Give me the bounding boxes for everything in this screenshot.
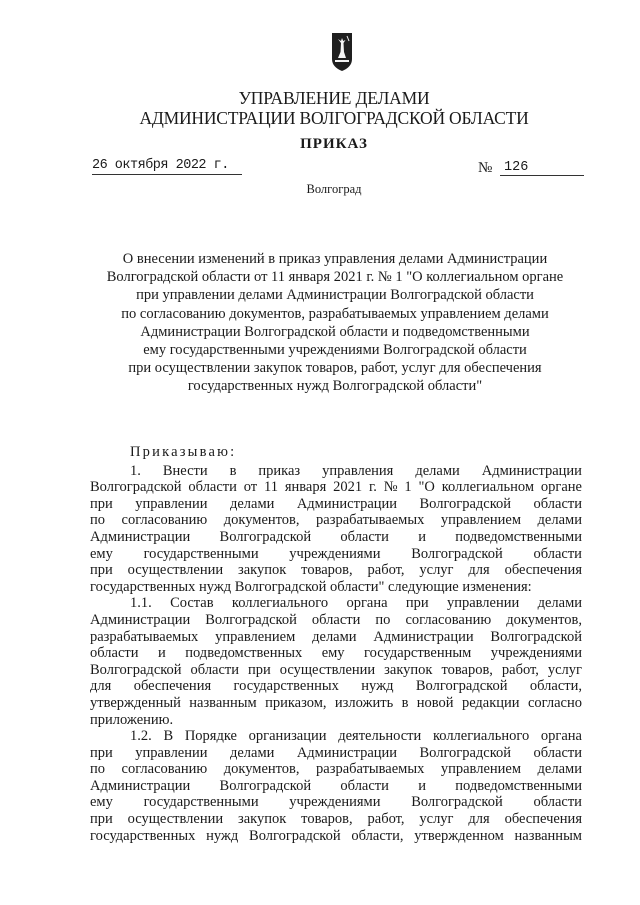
body-word: органа <box>346 595 388 612</box>
body-word: органе <box>540 479 582 496</box>
body-word: Администрации <box>373 628 474 645</box>
body-word: услуг <box>419 562 454 579</box>
body-word: утвержденном <box>414 827 504 844</box>
document-type-title: ПРИКАЗ <box>300 136 368 152</box>
body-word: подведомственными <box>455 528 582 545</box>
body-line <box>90 794 582 811</box>
body-word: управлением <box>215 628 296 645</box>
body-word: согласованию <box>405 611 492 628</box>
body-word: в <box>229 462 237 479</box>
body-word: Порядке <box>184 728 237 745</box>
body-word: работ, <box>367 562 405 579</box>
body-word: делами <box>229 744 275 761</box>
body-word: 1. <box>130 462 141 479</box>
body-line <box>90 811 582 828</box>
body-word: делами <box>537 595 582 612</box>
body-word: № <box>383 479 398 496</box>
body-word: услуг <box>547 661 582 678</box>
body-word: нужд <box>206 827 239 844</box>
body-word: управления <box>322 462 394 479</box>
body-word: по <box>90 761 106 778</box>
body-line <box>90 678 582 695</box>
body-word: Волгоградской <box>90 661 182 678</box>
body-word: государственных <box>90 827 196 844</box>
body-line <box>90 512 582 529</box>
body-word: коллегиального <box>231 595 329 612</box>
body-word: для <box>468 811 490 828</box>
body-word: подведомственными <box>455 777 582 794</box>
body-word: области <box>340 777 389 794</box>
body-word: обеспечения <box>504 562 582 579</box>
body-word: области <box>340 528 389 545</box>
body-word: и <box>418 777 426 794</box>
body-word: 11 <box>264 479 278 496</box>
body-line <box>90 562 582 579</box>
body-word: коллегиального <box>432 728 530 745</box>
body-word: Волгоградской <box>90 479 182 496</box>
body-word: управлении <box>135 495 208 512</box>
body-word: утвержденный <box>90 694 181 711</box>
body-word: Волгоградской <box>419 744 512 761</box>
body-line <box>90 695 582 712</box>
body-word: закупок <box>237 811 287 828</box>
document-number: 126 <box>500 160 584 176</box>
subject-line: при управлении делами Администрации Волгоградской области <box>136 287 534 304</box>
body-word: государственных <box>233 678 339 695</box>
body-word: Волгоградской <box>219 528 312 545</box>
body-word: января <box>284 479 327 496</box>
body-word: Администрации <box>481 462 582 479</box>
body-word: товаров, <box>441 661 493 678</box>
body-word: делами <box>415 462 460 479</box>
body-line <box>90 612 582 629</box>
body-word: редакции <box>461 694 520 711</box>
subject-line: при осуществлении закупок товаров, работ, услуг для обеспечения <box>128 360 542 377</box>
body-word: 1 <box>404 479 412 496</box>
body-word: деятельности <box>338 728 422 745</box>
body-word: В <box>163 728 174 745</box>
body-word: области <box>533 495 582 512</box>
body-word: работ, <box>367 811 405 828</box>
body-line <box>90 728 582 745</box>
body-word: делами <box>229 495 275 512</box>
body-word: от <box>243 479 258 496</box>
body-line <box>90 761 582 778</box>
body-word: учреждениями <box>289 794 381 811</box>
body-word: приказом, <box>265 694 327 711</box>
org-name-line1: УПРАВЛЕНИЕ ДЕЛАМИ <box>238 88 430 108</box>
body-word: разрабатываемых <box>90 628 199 645</box>
body-word: государственными <box>143 545 259 562</box>
body-word: осуществлении <box>127 811 224 828</box>
body-line <box>90 595 582 612</box>
document-body <box>90 444 582 844</box>
body-word: "О <box>418 479 435 496</box>
body-word: в <box>401 694 409 711</box>
body-word: приказ <box>258 462 301 479</box>
body-word: при <box>405 595 429 612</box>
body-word: учреждениями <box>289 545 381 562</box>
body-word: ему <box>321 645 345 662</box>
body-word: области <box>90 645 139 662</box>
body-word: 2021 <box>333 479 363 496</box>
body-line <box>90 529 582 546</box>
body-word: работ, <box>501 661 539 678</box>
body-word: при <box>90 495 113 512</box>
document-subject <box>90 250 580 396</box>
body-word: разрабатываемых <box>316 512 425 529</box>
body-word: Волгоградской <box>419 495 512 512</box>
subject-line: государственных нужд Волгоградской области" <box>187 378 483 395</box>
body-word: Волгоградской <box>490 628 582 645</box>
body-word: по <box>90 512 106 529</box>
document-city: Волгоград <box>306 182 362 196</box>
body-word: области, <box>351 827 404 844</box>
order-word: Приказываю: <box>130 444 237 460</box>
body-word: 1.1. <box>130 595 152 612</box>
body-word: Администрации <box>90 777 191 794</box>
body-word: услуг <box>419 811 454 828</box>
body-word: области, <box>529 678 582 695</box>
body-word: области <box>533 794 582 811</box>
volgograd-emblem-icon <box>331 32 353 72</box>
body-word: осуществлении <box>279 661 376 678</box>
body-word: при <box>90 811 113 828</box>
body-line <box>90 629 582 646</box>
org-name-line2: АДМИНИСТРАЦИИ ВОЛГОГРАДСКОЙ ОБЛАСТИ <box>139 108 529 128</box>
body-word: и <box>418 528 426 545</box>
body-word: Волгоградской <box>249 827 341 844</box>
body-line <box>90 778 582 795</box>
body-word: управлении <box>446 595 520 612</box>
body-word: для <box>468 562 490 579</box>
body-line <box>90 745 582 762</box>
body-word: закупок <box>384 661 433 678</box>
body-word: области <box>188 479 237 496</box>
body-word: Администрации <box>90 611 191 628</box>
body-line <box>90 662 582 679</box>
body-word: 1.2. <box>130 728 152 745</box>
body-word: Волгоградской <box>411 794 503 811</box>
body-line <box>90 546 582 563</box>
body-word: согласованию <box>121 761 208 778</box>
subject-line: Администрации Волгоградской области и подведомственными <box>140 323 530 340</box>
body-word: товаров, <box>301 811 353 828</box>
body-word: Администрации <box>90 528 191 545</box>
body-word: Волгоградской <box>219 777 312 794</box>
body-word: названным <box>514 827 582 844</box>
body-word: нужд <box>361 678 394 695</box>
subject-line: ему государственными учреждениями Волгоградской области <box>143 342 527 359</box>
body-line <box>90 828 582 845</box>
body-word: названным <box>189 694 257 711</box>
body-word: при <box>248 661 271 678</box>
body-word: новой <box>416 694 454 711</box>
body-word: Волгоградской <box>415 678 508 695</box>
body-line: государственных нужд Волгоградской области" следующие изменения: <box>90 578 532 595</box>
body-line <box>90 645 582 662</box>
body-word: документов, <box>223 512 300 529</box>
subject-line: по согласованию документов, разрабатываемых управлением делами <box>121 305 549 322</box>
body-word: обеспечения <box>133 678 212 695</box>
body-word: делами <box>537 512 582 529</box>
body-word: Волгоградской <box>205 611 297 628</box>
body-word: Состав <box>170 595 214 612</box>
body-word: Администрации <box>296 744 398 761</box>
body-word: и <box>157 645 166 662</box>
body-word: осуществлении <box>127 562 224 579</box>
subject-line: О внесении изменений в приказ управления делами Администрации <box>122 251 548 267</box>
body-word: документов, <box>223 761 300 778</box>
body-word: делами <box>537 761 582 778</box>
body-line: приложению. <box>90 711 174 728</box>
body-word: ему <box>90 545 113 562</box>
body-word: государственными <box>143 794 259 811</box>
body-word: закупок <box>237 562 287 579</box>
body-word: согласно <box>527 694 582 711</box>
body-word: подведомственных <box>185 645 303 662</box>
body-line <box>90 479 582 496</box>
body-word: при <box>90 562 113 579</box>
body-word: управлении <box>135 744 208 761</box>
body-word: согласованию <box>121 512 208 529</box>
body-word: области <box>190 661 240 678</box>
body-word: коллегиальном <box>441 479 535 496</box>
body-word: при <box>90 744 113 761</box>
body-word: г. <box>368 479 377 496</box>
body-word: Администрации <box>296 495 398 512</box>
body-line <box>90 463 582 480</box>
body-word: управлением <box>440 512 522 529</box>
body-word: области <box>533 545 582 562</box>
body-word: делами <box>312 628 357 645</box>
body-word: управлением <box>440 761 522 778</box>
body-word: Внести <box>162 462 208 479</box>
body-word: области <box>311 611 361 628</box>
body-word: документов, <box>506 611 582 628</box>
number-sign: № <box>478 160 493 176</box>
subject-line: Волгоградской области от 11 января 2021 г. № 1 "О коллегиальном органе <box>106 269 564 286</box>
body-word: изложить <box>334 694 394 711</box>
body-word: товаров, <box>301 562 353 579</box>
body-word: ему <box>90 794 113 811</box>
body-word: органа <box>540 728 582 745</box>
body-word: учреждениями <box>490 645 582 662</box>
body-word: организации <box>248 728 327 745</box>
body-word: по <box>375 611 391 628</box>
document-date: 26 октября 2022 г. <box>92 158 242 175</box>
body-word: Волгоградской <box>411 545 503 562</box>
body-word: области <box>533 744 582 761</box>
body-word: обеспечения <box>504 811 582 828</box>
body-word: разрабатываемых <box>316 761 425 778</box>
body-word: для <box>90 678 112 695</box>
body-line <box>90 496 582 513</box>
body-word: государственным <box>364 645 472 662</box>
